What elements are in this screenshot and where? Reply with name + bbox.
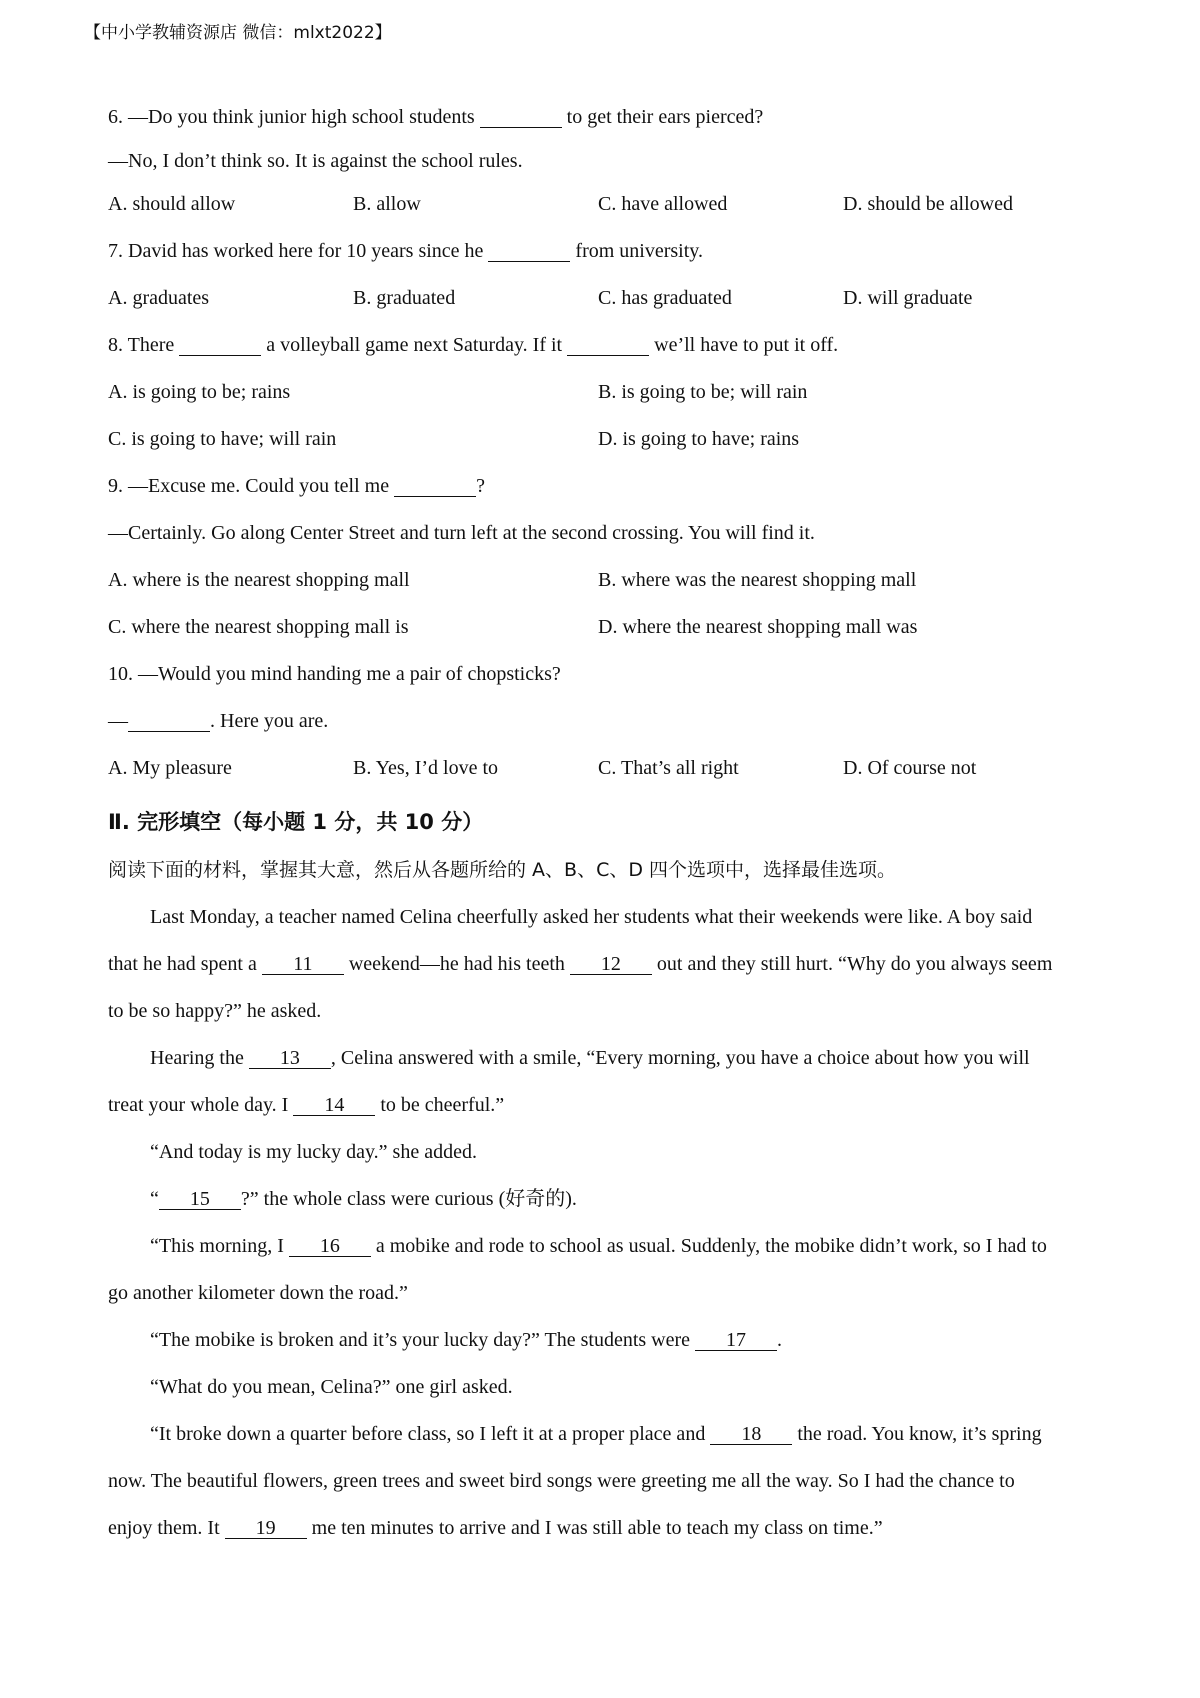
passage-line: “What do you mean, Celina?” one girl asked.: [150, 1376, 513, 1398]
cloze-blank-13: 13: [249, 1048, 331, 1069]
q10-option-a: A. My pleasure: [108, 757, 232, 779]
passage-text: “This morning, I: [150, 1235, 284, 1257]
question-7-stem: [108, 238, 703, 264]
passage-line: [108, 1421, 1150, 1447]
answer-blank: [179, 335, 261, 356]
q10-option-c: C. That’s all right: [598, 757, 739, 779]
q7-option-b: B. graduated: [353, 287, 456, 309]
passage-text: to be cheerful.”: [380, 1094, 505, 1116]
stem-text: 7. David has worked here for 10 years since he: [108, 240, 484, 262]
passage-line: [108, 1515, 1108, 1541]
passage-text: Hearing the: [150, 1047, 244, 1069]
answer-blank: [394, 476, 476, 497]
header-watermark: 【中小学教辅资源店 微信：mlxt2022】: [84, 23, 392, 43]
passage-text: ?” the whole class were curious (好奇的).: [240, 1188, 577, 1210]
cloze-blank-11: 11: [262, 954, 344, 975]
passage-text: me ten minutes to arrive and I was still able to teach my class on time.”: [311, 1517, 883, 1539]
passage-text: enjoy them. It: [108, 1517, 220, 1539]
q6-option-b: B. allow: [353, 193, 421, 215]
passage-line: to be so happy?” he asked.: [108, 1000, 322, 1022]
passage-line: [108, 1327, 1150, 1353]
q10-option-d: D. Of course not: [843, 757, 977, 779]
q6-option-d: D. should be allowed: [843, 193, 1013, 215]
passage-line: [108, 1186, 1150, 1212]
passage-text: weekend—he had his teeth: [348, 953, 565, 975]
stem-text: to get their ears pierced?: [566, 106, 764, 128]
question-9-reply: —Certainly. Go along Center Street and turn left at the second crossing. You will find it.: [108, 522, 815, 544]
passage-line: “And today is my lucky day.” she added.: [150, 1141, 477, 1163]
passage-text: “: [150, 1188, 159, 1210]
stem-text: from university.: [575, 240, 703, 262]
passage-line: Last Monday, a teacher named Celina cheerfully asked her students what their weekends were like. A boy said: [150, 906, 1033, 928]
passage-text: “The mobike is broken and it’s your lucky day?” The students were: [150, 1329, 691, 1351]
question-9-stem: [108, 473, 485, 499]
q8-option-a: A. is going to be; rains: [108, 381, 291, 403]
answer-blank: [488, 241, 570, 262]
section-heading: 完形填空（每小题 1 分，共 10 分）: [137, 810, 484, 834]
passage-text: .: [777, 1329, 783, 1351]
passage-text: , Celina answered with a smile, “Every morning, you have a choice about how you will: [330, 1047, 1030, 1069]
passage-line: [108, 1233, 1150, 1259]
cloze-blank-19: 19: [225, 1518, 307, 1539]
q9-option-b: B. where was the nearest shopping mall: [598, 569, 917, 591]
stem-text: . Here you are.: [210, 710, 329, 732]
passage-line: [108, 951, 1108, 977]
q6-option-a: A. should allow: [108, 193, 236, 215]
stem-text: we’ll have to put it off.: [654, 334, 839, 356]
q9-option-a: A. where is the nearest shopping mall: [108, 569, 410, 591]
question-10-stem: 10. —Would you mind handing me a pair of chopsticks?: [108, 663, 561, 685]
answer-blank: [128, 711, 210, 732]
question-8-stem: [108, 332, 838, 358]
section-2-instruction: 阅读下面的材料，掌握其大意，然后从各题所给的 A、B、C、D 四个选项中，选择最佳选项。: [108, 859, 897, 881]
passage-text: out and they still hurt. “Why do you always seem: [656, 953, 1053, 975]
passage-text: treat your whole day. I: [108, 1094, 289, 1116]
q8-option-d: D. is going to have; rains: [598, 428, 800, 450]
question-6-reply: —No, I don’t think so. It is against the school rules.: [108, 150, 523, 172]
q6-option-c: C. have allowed: [598, 193, 728, 215]
stem-text: a volleyball game next Saturday. If it: [266, 334, 563, 356]
stem-text: 8. There: [108, 334, 175, 356]
passage-line: [108, 1092, 1108, 1118]
cloze-blank-17: 17: [695, 1330, 777, 1351]
q9-option-d: D. where the nearest shopping mall was: [598, 616, 918, 638]
q7-option-a: A. graduates: [108, 287, 210, 309]
answer-blank: [480, 107, 562, 128]
cloze-blank-18: 18: [710, 1424, 792, 1445]
stem-text: 6. —Do you think junior high school students: [108, 106, 475, 128]
passage-line: now. The beautiful flowers, green trees and sweet bird songs were greeting me all the way. So I had the chance to: [108, 1470, 1015, 1492]
question-6-stem: [108, 104, 763, 130]
question-10-reply: [108, 708, 328, 734]
cloze-blank-14: 14: [293, 1095, 375, 1116]
passage-line: [108, 1045, 1150, 1071]
q8-option-b: B. is going to be; will rain: [598, 381, 808, 403]
passage-line: go another kilometer down the road.”: [108, 1282, 408, 1304]
passage-text: the road. You know, it’s spring: [797, 1423, 1042, 1445]
q7-option-c: C. has graduated: [598, 287, 732, 309]
stem-text: ?: [476, 475, 485, 497]
q9-option-c: C. where the nearest shopping mall is: [108, 616, 409, 638]
q10-option-b: B. Yes, I’d love to: [353, 757, 499, 779]
passage-text: a mobike and rode to school as usual. Suddenly, the mobike didn’t work, so I had to: [375, 1235, 1047, 1257]
answer-blank: [567, 335, 649, 356]
cloze-blank-16: 16: [289, 1236, 371, 1257]
passage-text: that he had spent a: [108, 953, 257, 975]
section-2-title: [108, 806, 483, 836]
stem-text: —: [108, 710, 128, 732]
passage-text: “It broke down a quarter before class, so I left it at a proper place and: [150, 1423, 706, 1445]
q7-option-d: D. will graduate: [843, 287, 973, 309]
stem-text: 9. —Excuse me. Could you tell me: [108, 475, 390, 497]
cloze-blank-12: 12: [570, 954, 652, 975]
q8-option-c: C. is going to have; will rain: [108, 428, 337, 450]
section-number: Ⅱ.: [108, 810, 130, 834]
cloze-blank-15: 15: [159, 1189, 241, 1210]
